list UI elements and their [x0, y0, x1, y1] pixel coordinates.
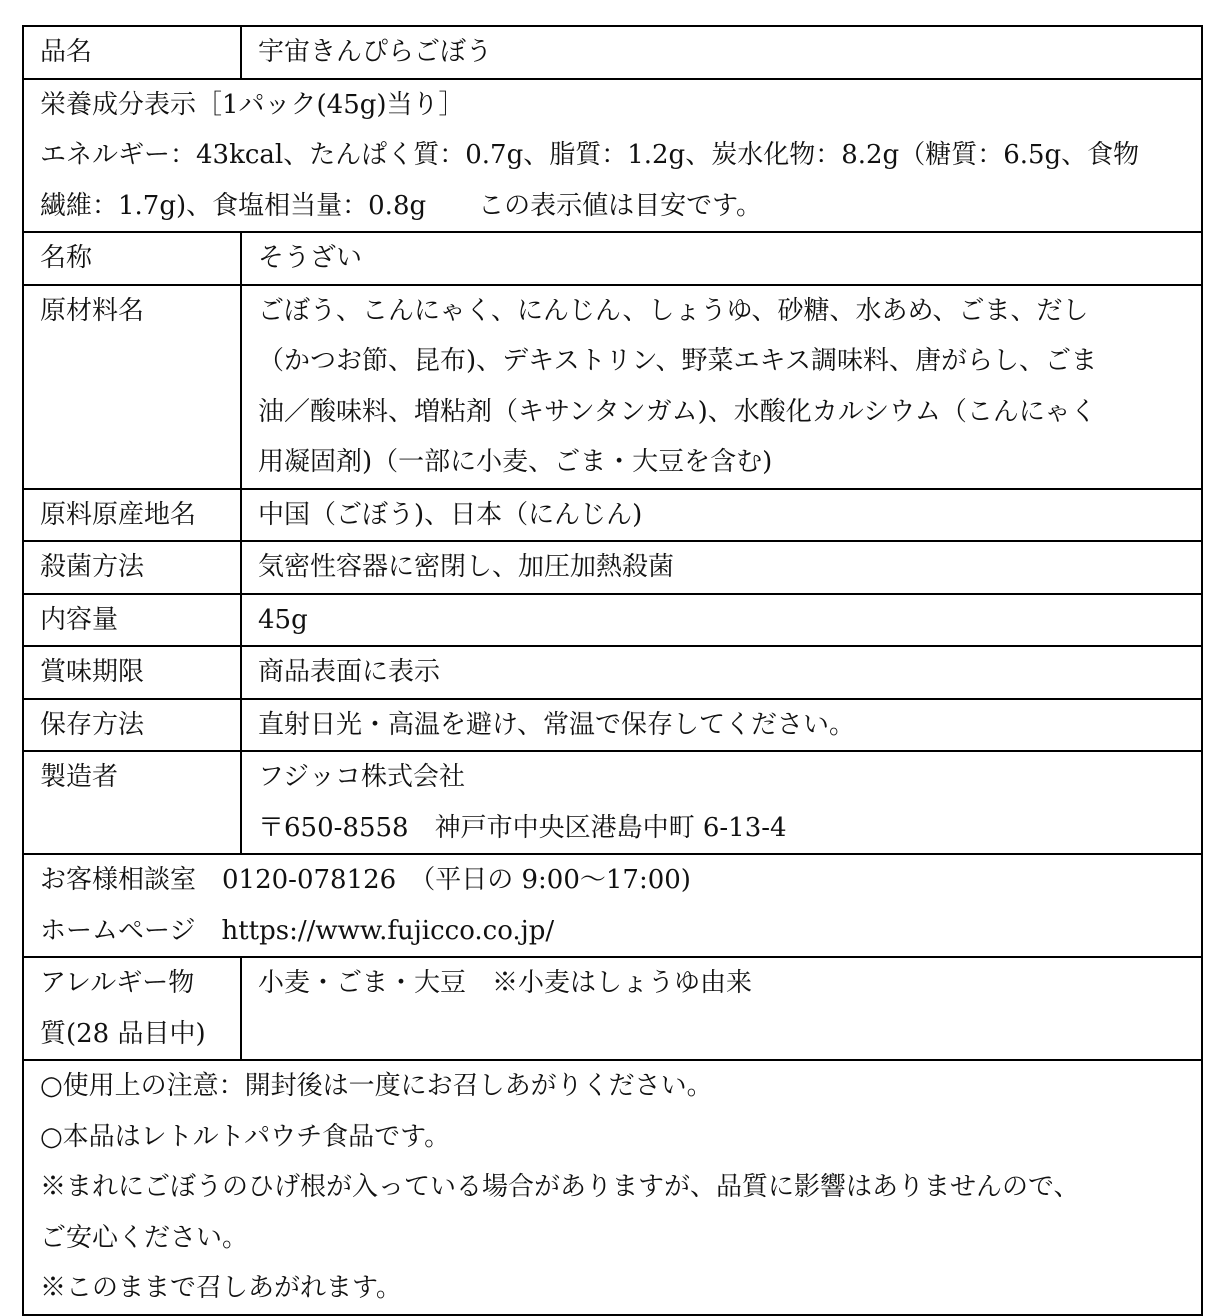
category-label: 名称	[23, 232, 241, 285]
product-name-row	[23, 26, 1202, 79]
sterilization-label: 殺菌方法	[23, 541, 241, 594]
nutrition-row	[23, 79, 1202, 233]
ingredients-line-4: 用凝固剤)（一部に小麦、ごま・大豆を含む)	[258, 447, 773, 477]
note-2: ○本品はレトルトパウチ食品です。	[40, 1121, 451, 1152]
content-value: 45g	[241, 594, 1202, 647]
ingredients-label: 原材料名	[23, 285, 241, 489]
best-before-label: 賞味期限	[23, 646, 241, 699]
nutrition-line-2: 繊維：1.7g)、食塩相当量：0.8g この表示値は目安です。	[40, 190, 763, 221]
storage-row	[23, 699, 1202, 752]
origin-row	[23, 489, 1202, 542]
ingredients-value	[241, 285, 1202, 489]
category-value: そうざい	[241, 232, 1202, 285]
ingredients-line-2: （かつお節、昆布)、デキストリン、野菜エキス調味料、唐がらし、ごま	[258, 346, 1098, 376]
nutrition-heading: 栄養成分表示［1パック(45g)当り］	[40, 89, 465, 120]
contact-info	[23, 854, 1202, 957]
best-before-value: 商品表面に表示	[241, 646, 1202, 699]
note-4: ご安心ください。	[40, 1222, 249, 1253]
allergen-value: 小麦・ごま・大豆 ※小麦はしょうゆ由来	[241, 957, 1202, 1060]
contact-row	[23, 854, 1202, 957]
category-row	[23, 232, 1202, 285]
notes	[23, 1060, 1202, 1315]
content-label: 内容量	[23, 594, 241, 647]
contact-phone: お客様相談室 0120-078126 （平日の 9:00～17:00)	[40, 865, 691, 895]
allergen-label-line-1: アレルギー物	[40, 968, 195, 998]
manufacturer-name: フジッコ株式会社	[258, 762, 465, 792]
ingredients-line-1: ごぼう、こんにゃく、にんじん、しょうゆ、砂糖、水あめ、ごま、だし	[258, 295, 1089, 326]
contact-website: ホームページ https://www.fujicco.co.jp/	[40, 915, 555, 946]
sterilization-row	[23, 541, 1202, 594]
food-label-table	[22, 25, 1203, 1316]
content-row	[23, 594, 1202, 647]
manufacturer-label: 製造者	[23, 751, 241, 854]
notes-row	[23, 1060, 1202, 1315]
allergen-label	[23, 957, 241, 1060]
manufacturer-address: 〒650-8558 神戸市中央区港島中町 6-13-4	[258, 812, 787, 843]
best-before-row	[23, 646, 1202, 699]
nutrition-facts	[23, 79, 1202, 233]
storage-value: 直射日光・高温を避け、常温で保存してください。	[241, 699, 1202, 752]
product-name-value: 宇宙きんぴらごぼう	[241, 26, 1202, 79]
ingredients-row	[23, 285, 1202, 489]
allergen-row	[23, 957, 1202, 1060]
storage-label: 保存方法	[23, 699, 241, 752]
origin-value: 中国（ごぼう)、日本（にんじん)	[241, 489, 1202, 542]
note-3: ※まれにごぼうのひげ根が入っている場合がありますが、品質に影響はありませんので、	[40, 1172, 1080, 1202]
note-1: ○使用上の注意：開封後は一度にお召しあがりください。	[40, 1071, 713, 1101]
note-5: ※このままで召しあがれます。	[40, 1273, 402, 1303]
manufacturer-value	[241, 751, 1202, 854]
origin-label: 原料原産地名	[23, 489, 241, 542]
allergen-label-line-2: 質(28 品目中)	[40, 1018, 206, 1049]
sterilization-value: 気密性容器に密閉し、加圧加熱殺菌	[241, 541, 1202, 594]
ingredients-line-3: 油／酸味料、増粘剤（キサンタンガム)、水酸化カルシウム（こんにゃく	[258, 396, 1097, 427]
manufacturer-row	[23, 751, 1202, 854]
product-name-label: 品名	[23, 26, 241, 79]
nutrition-line-1: エネルギー：43kcal、たんぱく質：0.7g、脂質：1.2g、炭水化物：8.2g（糖質：6.5g、食物	[40, 140, 1140, 170]
